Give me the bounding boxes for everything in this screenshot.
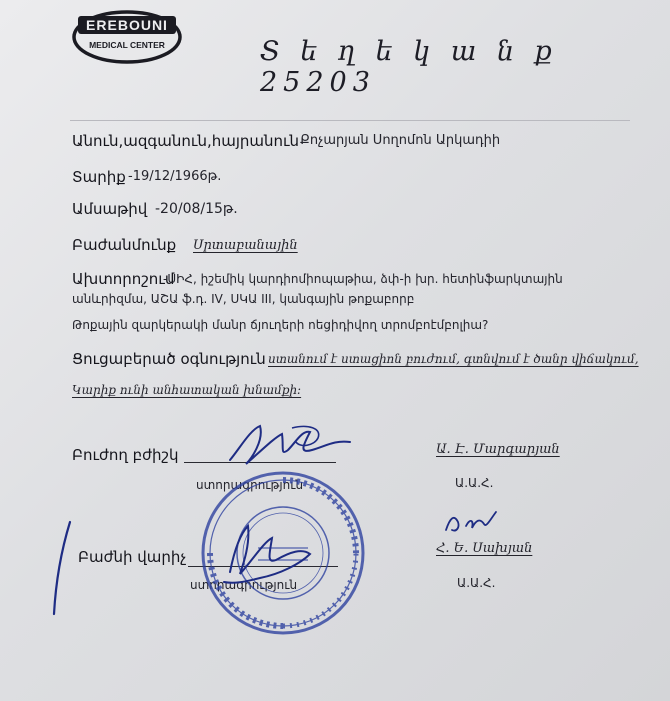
head-signature-icon	[210, 512, 350, 596]
diagnosis-line-1: -ՍԻՀ, իշեմիկ կարդիոմիոպաթիա, ձփ-ի խր. հետինֆարկտային	[163, 272, 563, 286]
date-value: -20/08/15թ.	[155, 201, 238, 217]
indication-label: Ցուցաբերած օգնություն	[72, 350, 266, 368]
department-label: Բաժանմունք	[72, 236, 177, 254]
doctor-name: Ա. Է. Մարգարյան	[436, 442, 560, 457]
logo-subtitle: MEDICAL CENTER	[89, 40, 165, 50]
diagnosis-label: Ախտորոշում	[72, 270, 175, 288]
margin-pen-stroke-icon	[40, 518, 80, 618]
indication-line-1: ստանում է ստացիոն բուժում, գտնվում է ծանր վիճակում,	[268, 352, 639, 366]
erebouni-logo	[72, 8, 182, 66]
department-value: Սրտաբանային	[193, 238, 298, 253]
name-label: Անուն,ազգանուն,հայրանուն	[72, 132, 300, 150]
head-signature-caption: ստորագրություն	[190, 578, 298, 592]
diagnosis-line-2: անևրիզմա, ԱՇԱ ֆ.դ. IV, ՍԿԱ III, կանգային թոքաբորբ	[72, 292, 415, 306]
head-name: Հ. Ե. Սախյան	[436, 541, 533, 556]
doctor-signature-caption: ստորագրություն	[196, 478, 304, 492]
year-value: -19/12/1966թ.	[128, 169, 222, 184]
document-title: Տ ե ղ ե կ ա ն ք 25203	[260, 36, 558, 98]
doctor-initials: Ա.Ա.Հ.	[455, 476, 494, 490]
name-value: Քոչարյան Սողոմոն Արկադիի	[300, 133, 501, 148]
year-label: Տարիք	[72, 168, 126, 186]
date-label: Ամսաթիվ	[72, 200, 148, 218]
head-initials-signature-icon	[440, 508, 500, 538]
doctor-signature-icon	[222, 420, 362, 478]
logo-name: EREBOUNI	[86, 17, 168, 33]
indication-line-2: Կարիք ունի անհատական խնամքի:	[72, 383, 302, 397]
diagnosis-question: Թոքային զարկերակի մանր ճյուղերի ոեցիդիվող տրոմբոէմբոլիա?	[72, 318, 489, 332]
head-label: Բաժնի վարիչ	[78, 548, 187, 566]
doctor-label: Բուժող բժիշկ	[72, 446, 179, 464]
head-initials: Ա.Ա.Հ.	[457, 576, 496, 590]
header-rule	[70, 120, 630, 121]
